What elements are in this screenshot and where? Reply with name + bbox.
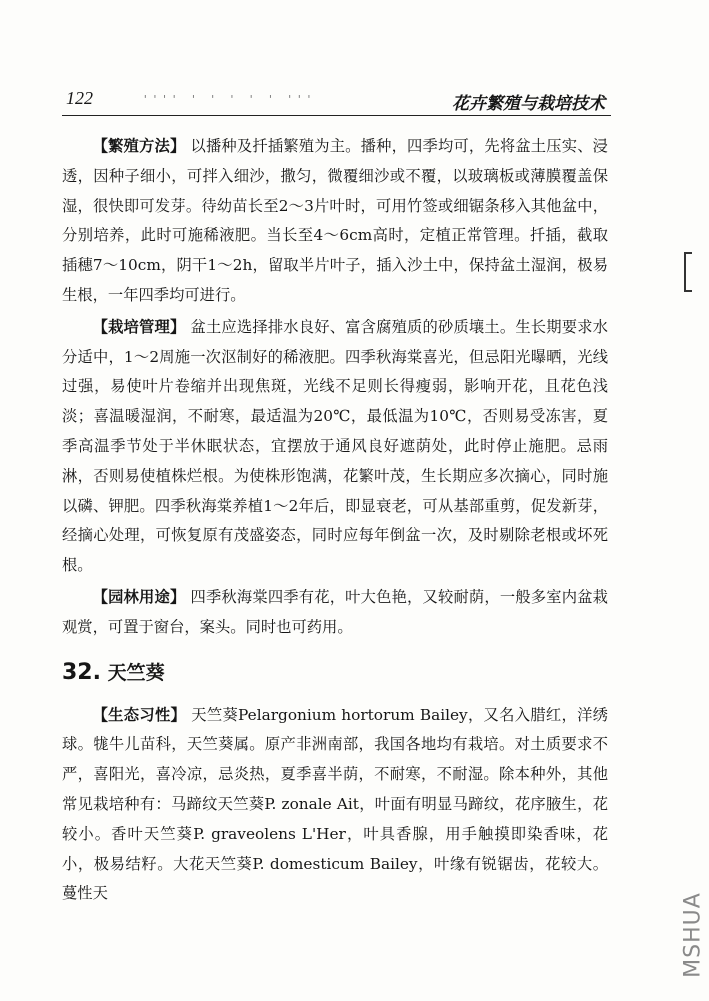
cultivation-paragraph (62, 313, 608, 581)
ecology-paragraph (62, 701, 608, 910)
propagation-heading: 【繁殖方法】 (92, 137, 186, 155)
landscape-use-paragraph (62, 583, 608, 643)
watermark-text: MSHUA (680, 892, 706, 978)
page-body (62, 132, 608, 909)
propagation-text: 以播种及扦插繁殖为主。播种，四季均可，先将盆土压实、浸透，因种子细小，可拌入细沙，撒匀，微覆细沙或不覆，以玻璃板或薄膜覆盖保湿，很快即可发芽。待幼苗长至2～3片叶时，可用竹签或细锯条移入其他盆中，分别培养，此时可施稀液肥。当长至4～6cm高时，定植正常管理。扦插，截取插穗7～10cm，阴干1～2h，留取半片叶子，插入沙土中，保持盆土湿润，极易生根，一年四季均可进行。 (62, 137, 608, 304)
landscape-use-heading: 【园林用途】 (92, 587, 186, 606)
cultivation-text: 盆土应选择排水良好、富含腐殖质的砂质壤土。生长期要求水分适中，1～2周施一次沤制好的稀液肥。四季秋海棠喜光，但忌阳光曝晒，光线过强，易使叶片卷缩并出现焦斑，光线不足则长得瘦弱，影响开花，且花色浅淡；喜温暖湿润，不耐寒，最适温为20℃，最低温为10℃，否则易受冻害，夏季高温季节处于半休眠状态，宜摆放于通风良好遮荫处，此时停止施肥。忌雨淋，否则易使植株烂根。为使株形饱满，花繁叶茂，生长期应多次摘心，同时施以磷、钾肥。四季秋海棠养植1～2年后，即显衰老，可从基部重剪，促发新芽，经摘心处理，可恢复原有茂盛姿态，同时应每年倒盆一次，及时剔除老根或坏死根。 (62, 317, 608, 575)
watermark (680, 880, 706, 990)
propagation-paragraph (62, 132, 608, 311)
header-rule (62, 115, 611, 116)
header-marks: '''' ' ' ' ' ' ''' (142, 93, 316, 106)
section-name: 天竺葵 (107, 661, 165, 684)
cultivation-heading: 【栽培管理】 (92, 317, 186, 336)
ecology-heading: 【生态习性】 (92, 705, 187, 724)
ecology-text: 天竺葵Pelargonium hortorum Bailey，又名入腊红，洋绣球。牻牛儿苗科，天竺葵属。原产非洲南部，我国各地均有栽培。对土质要求不严，喜阳光，喜冷凉，忌炎热，夏季喜半荫，不耐寒，不耐湿。除本种外，其他常见栽培种有：马蹄纹天竺葵P. zonale Ait，叶面有明显马蹄纹，花序腋生，花较小。香叶天竺葵P. graveolens L'Her，叶具香腺，用手触摸即染香味，花小，极易结籽。大花天竺葵P. domesticum Bailey，叶缘有锐锯齿，花较大。蔓性天 (62, 705, 608, 903)
page-number: 122 (66, 88, 93, 108)
section-number: 32. (62, 659, 101, 685)
running-title: 花卉繁殖与栽培技术 (452, 94, 605, 114)
margin-bracket-mark (684, 252, 692, 292)
section-title (62, 659, 608, 687)
landscape-use-text: 四季秋海棠四季有花，叶大色艳，又较耐荫，一般多室内盆栽观赏，可置于窗台，案头。同时也可药用。 (62, 587, 608, 636)
